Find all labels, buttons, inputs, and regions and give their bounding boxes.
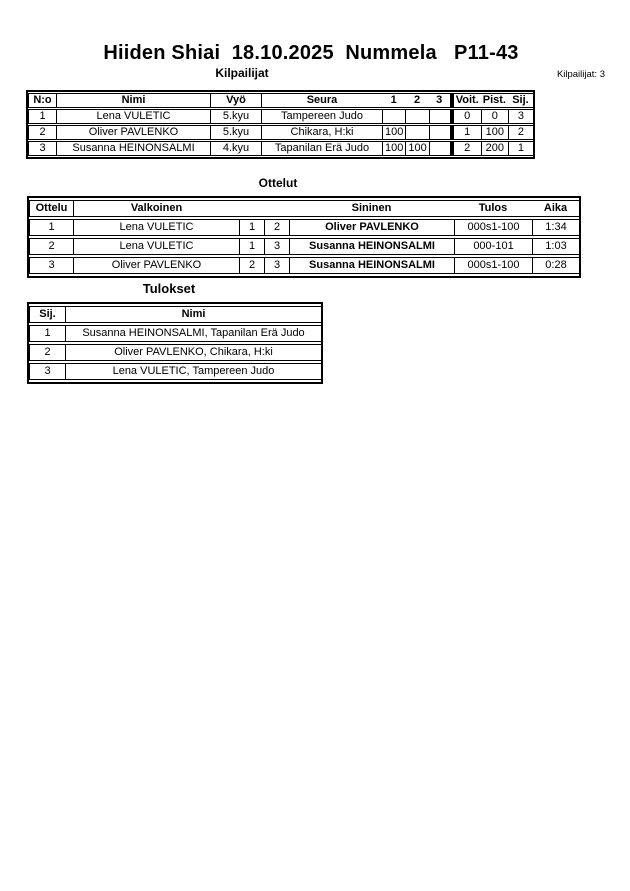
match-row	[29, 238, 579, 255]
col-header-sij: Sij.	[508, 93, 533, 108]
col-header-aika: Aika	[532, 200, 579, 217]
club-cell: Tampereen Judo	[261, 109, 382, 124]
blue-number-cell: 3	[264, 238, 289, 255]
white-name-cell: Lena VULETIC	[73, 219, 239, 236]
col-header-sij: Sij.	[29, 306, 65, 323]
result-row	[29, 363, 321, 380]
tulokset-table	[27, 302, 323, 384]
competitor-row	[28, 109, 533, 124]
competitor-row	[28, 141, 533, 156]
kilpailijat-heading: Kilpailijat	[215, 66, 269, 80]
blue-number-cell: 2	[264, 219, 289, 236]
tulokset-heading: Tulokset	[142, 281, 196, 296]
col-header-nimi: Nimi	[56, 93, 210, 108]
belt-cell: 4.kyu	[210, 141, 261, 156]
name-cell: Oliver PAVLENKO	[56, 125, 210, 140]
match1-score-cell	[382, 109, 405, 124]
no-cell: 1	[28, 109, 56, 124]
club-cell: Tapanilan Erä Judo	[261, 141, 382, 156]
col-header-voit: Voit.	[450, 93, 481, 108]
ottelut-header-row	[29, 200, 579, 217]
place-cell: 3	[508, 109, 533, 124]
place-cell: 1	[29, 325, 65, 342]
white-number-cell: 1	[239, 219, 264, 236]
wins-cell: 0	[450, 109, 481, 124]
result-cell: 000s1-100	[454, 257, 532, 274]
name-club-cell: Lena VULETIC, Tampereen Judo	[65, 363, 321, 380]
col-header-no: N:o	[28, 93, 56, 108]
result-cell: 000s1-100	[454, 219, 532, 236]
match3-score-cell	[429, 141, 450, 156]
col-header-match2: 2	[405, 93, 428, 108]
name-club-cell: Oliver PAVLENKO, Chikara, H:ki	[65, 344, 321, 361]
belt-cell: 5.kyu	[210, 125, 261, 140]
blue-name-cell: Susanna HEINONSALMI	[289, 238, 454, 255]
name-club-cell: Susanna HEINONSALMI, Tapanilan Erä Judo	[65, 325, 321, 342]
match-row	[29, 257, 579, 274]
match-no-cell: 1	[29, 219, 73, 236]
white-number-cell: 1	[239, 238, 264, 255]
time-cell: 1:34	[532, 219, 579, 236]
page-title: Hiiden Shiai 18.10.2025 Nummela P11-43	[103, 42, 519, 64]
ottelut-heading: Ottelut	[258, 176, 298, 190]
place-cell: 1	[508, 141, 533, 156]
kilpailijat-header-row	[28, 93, 533, 108]
blue-name-cell: Susanna HEINONSALMI	[289, 257, 454, 274]
match3-score-cell	[429, 125, 450, 140]
wins-cell: 1	[450, 125, 481, 140]
col-header-match1: 1	[382, 93, 405, 108]
kilpailijat-table	[26, 90, 535, 159]
time-cell: 1:03	[532, 238, 579, 255]
belt-cell: 5.kyu	[210, 109, 261, 124]
points-cell: 200	[481, 141, 508, 156]
wins-cell: 2	[450, 141, 481, 156]
match3-score-cell	[429, 109, 450, 124]
match-no-cell: 3	[29, 257, 73, 274]
club-cell: Chikara, H:ki	[261, 125, 382, 140]
result-row	[29, 325, 321, 342]
no-cell: 2	[28, 125, 56, 140]
match1-score-cell: 100	[382, 125, 405, 140]
col-header-seura: Seura	[261, 93, 382, 108]
white-name-cell: Lena VULETIC	[73, 238, 239, 255]
match-row	[29, 219, 579, 236]
result-cell: 000-101	[454, 238, 532, 255]
place-cell: 2	[508, 125, 533, 140]
name-cell: Lena VULETIC	[56, 109, 210, 124]
col-header-pist: Pist.	[482, 94, 506, 106]
blue-number-cell: 3	[264, 257, 289, 274]
no-cell: 3	[28, 141, 56, 156]
col-header-match3: 3	[429, 93, 450, 108]
col-header-valkoinen: Valkoinen	[73, 200, 239, 217]
white-name-cell: Oliver PAVLENKO	[73, 257, 239, 274]
col-header-sininen: Sininen	[289, 200, 454, 217]
time-cell: 0:28	[532, 257, 579, 274]
points-cell: 0	[481, 109, 508, 124]
match-no-cell: 2	[29, 238, 73, 255]
match2-score-cell	[405, 125, 428, 140]
match2-score-cell: 100	[405, 141, 428, 156]
match2-score-cell	[405, 109, 428, 124]
col-header-numbers	[239, 200, 289, 217]
col-header-ottelu: Ottelu	[29, 200, 73, 217]
ottelut-table	[27, 196, 581, 278]
name-cell: Susanna HEINONSALMI	[56, 141, 210, 156]
points-cell: 100	[481, 125, 508, 140]
tulokset-header-row	[29, 306, 321, 323]
col-header-vyo: Vyö	[210, 93, 261, 108]
competitor-row	[28, 125, 533, 140]
place-cell: 3	[29, 363, 65, 380]
place-cell: 2	[29, 344, 65, 361]
col-header-tulos: Tulos	[454, 200, 532, 217]
result-row	[29, 344, 321, 361]
blue-name-cell: Oliver PAVLENKO	[289, 219, 454, 236]
match1-score-cell: 100	[382, 141, 405, 156]
competitor-count-label: Kilpailijat: 3	[556, 69, 605, 80]
white-number-cell: 2	[239, 257, 264, 274]
col-header-nimi: Nimi	[65, 306, 321, 323]
